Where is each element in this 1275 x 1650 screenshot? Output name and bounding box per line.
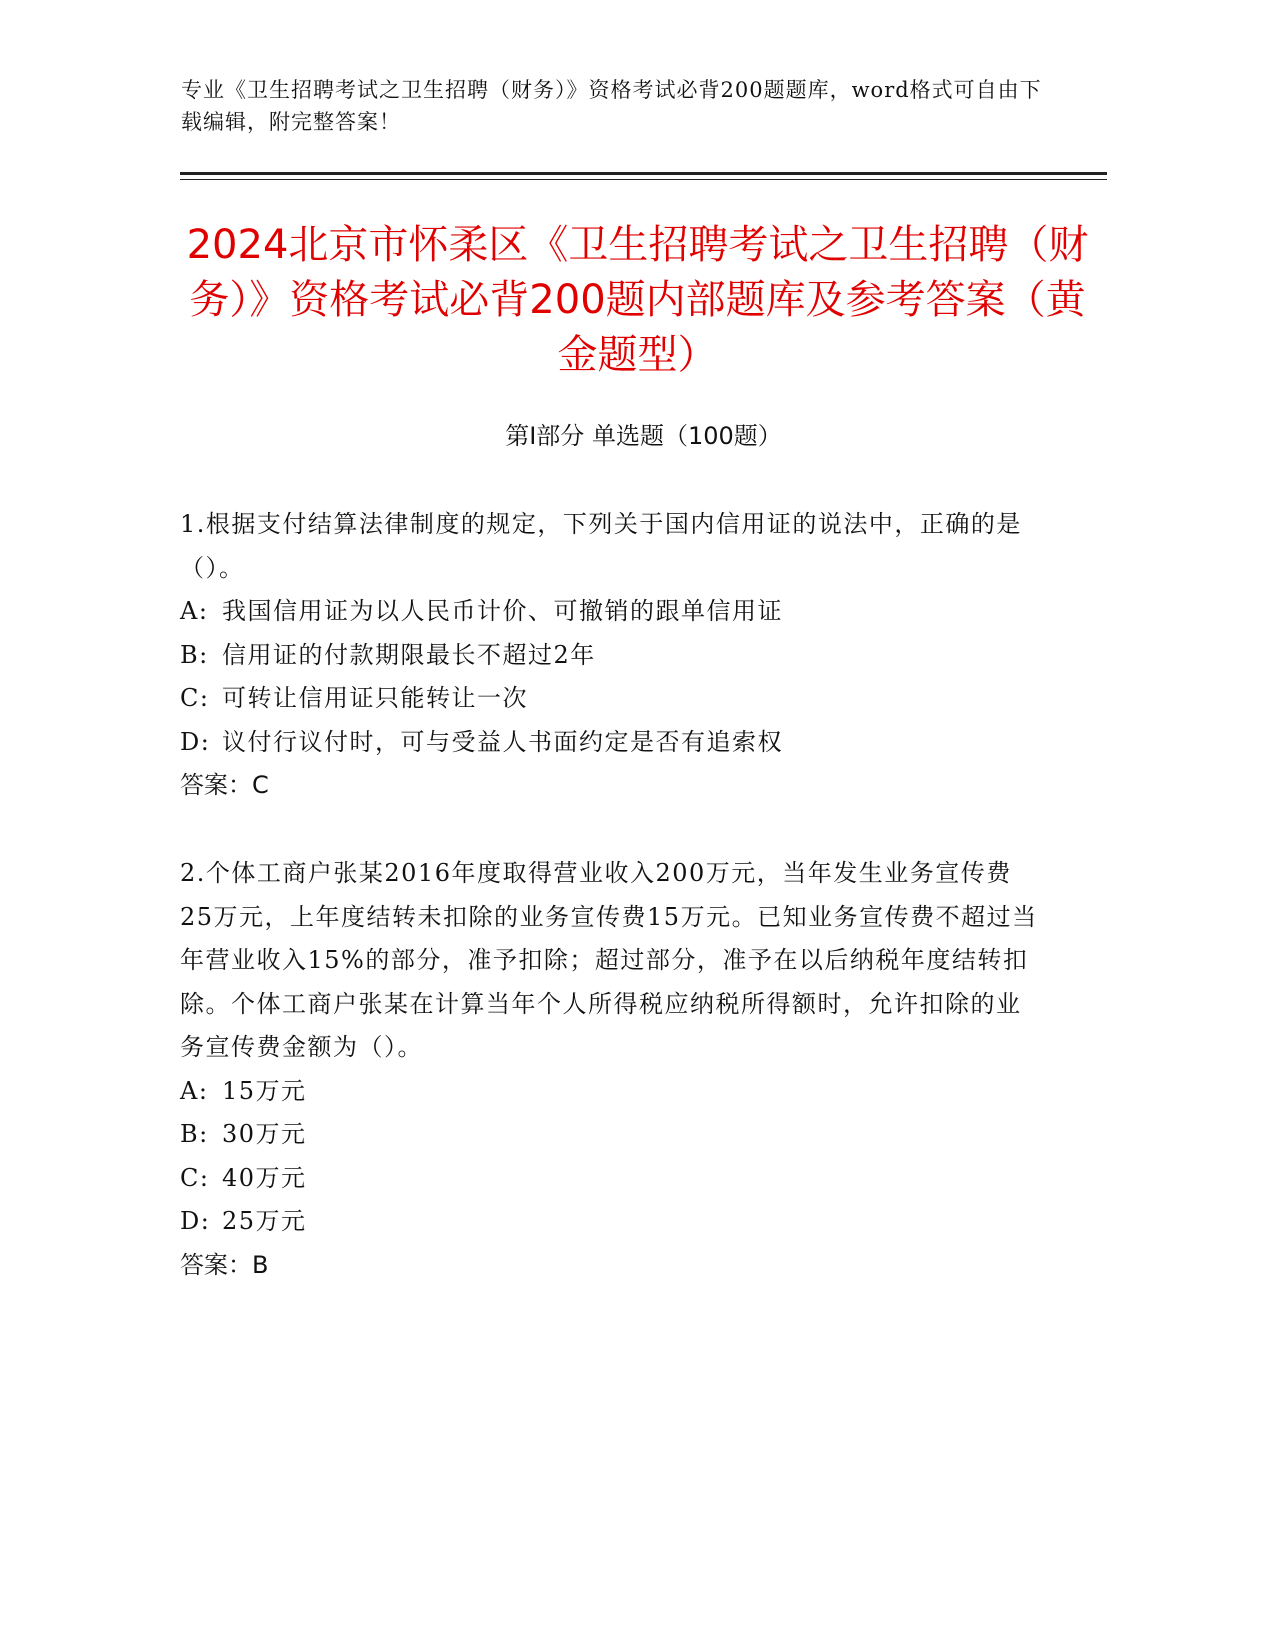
option-text: 可转让信用证只能转让一次: [222, 684, 528, 712]
answer-line: 答案：B: [180, 1250, 269, 1279]
option-letter: B:: [180, 1120, 209, 1148]
option-letter: A:: [180, 1076, 209, 1105]
option-d: [180, 721, 1040, 765]
option-a: [180, 590, 1040, 634]
option-letter: A:: [180, 597, 209, 625]
option-text: 我国信用证为以人民币计价、可撤销的跟单信用证: [222, 597, 783, 625]
option-letter: D:: [180, 1207, 211, 1235]
option-d: [180, 1200, 1040, 1244]
question-stem: 2.个体工商户张某2016年度取得营业收入200万元，当年发生业务宣传费25万元，上年度结转未扣除的业务宣传费15万元。已知业务宣传费不超过当年营业收入15%的部分，准予扣除；超过部分，准予在以后纳税年度结转扣除。个体工商户张某在计算当年个人所得税应纳税所得额时，允许扣除的业务宣传费金额为（）。: [180, 859, 1038, 1061]
option-letter: C:: [180, 684, 210, 712]
header-note: 专业《卫生招聘考试之卫生招聘（财务）》资格考试必背200题题库，word格式可自由下载编辑，附完整答案！: [181, 78, 1042, 134]
option-text: 30万元: [222, 1120, 307, 1148]
document-title: 2024北京市怀柔区《卫生招聘考试之卫生招聘（财务）》资格考试必背200题内部题库及参考答案（黄金题型）: [186, 222, 1089, 378]
option-letter: D:: [180, 727, 211, 756]
section-heading: 第I部分 单选题（100题）: [505, 422, 782, 450]
option-c: [180, 1157, 1040, 1201]
option-letter: B:: [180, 640, 209, 669]
option-c: [180, 677, 1040, 721]
option-a: [180, 1070, 1040, 1114]
header-divider-thin: [180, 179, 1107, 180]
option-b: [180, 1113, 1040, 1157]
question-stem: 1.根据支付结算法律制度的规定，下列关于国内信用证的说法中，正确的是（）。: [180, 510, 1022, 582]
option-text: 信用证的付款期限最长不超过2年: [222, 640, 596, 669]
option-b: [180, 634, 1040, 678]
option-text: 15万元: [222, 1076, 307, 1105]
header-divider-thick: [180, 172, 1107, 175]
option-letter: C:: [180, 1163, 210, 1192]
option-text: 25万元: [222, 1207, 307, 1235]
option-text: 40万元: [222, 1163, 307, 1192]
answer-line: 答案：C: [180, 771, 269, 799]
option-text: 议付行议付时，可与受益人书面约定是否有追索权: [222, 727, 783, 756]
question-1: [180, 503, 1040, 808]
question-2: [180, 852, 1040, 1287]
